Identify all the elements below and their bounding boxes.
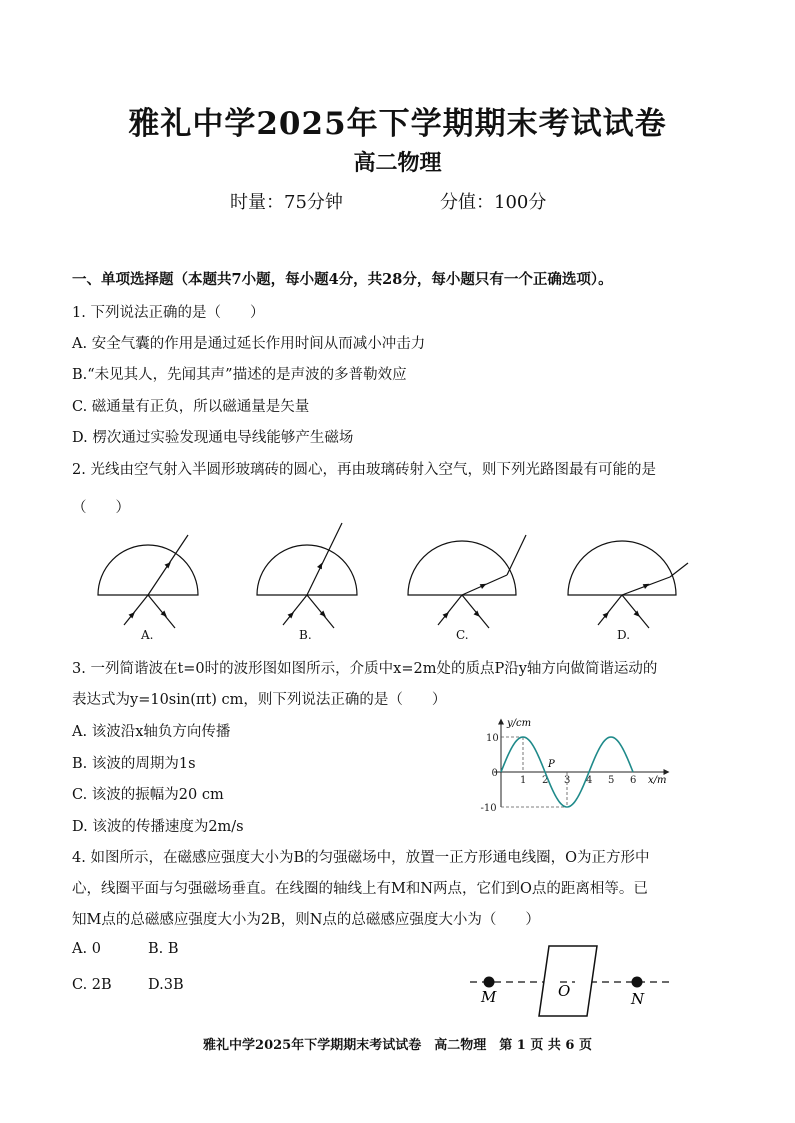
square-coil [539,946,597,1016]
point-n [632,977,643,988]
q4-option-b: B. B [148,941,179,957]
q2-stem: 2. 光线由空气射入半圆形玻璃砖的圆心，再由玻璃砖射入空气，则下列光路图最有可能的是 [72,462,656,478]
q3-stem-line1: 3. 一列简谐波在t=0时的波形图如图所示，介质中x=2m处的质点P沿y轴方向做简谐运动的 [72,661,658,677]
q1-option-a: A. 安全气囊的作用是通过延长作用时间从而减小冲击力 [72,336,426,352]
q4-stem-line3: 知M点的总磁感应强度大小为2B，则N点的总磁感应强度大小为（ ） [72,912,540,928]
q1-stem: 1. 下列说法正确的是（ ） [72,305,265,321]
q1-option-c: C. 磁通量有正负，所以磁通量是矢量 [72,399,310,415]
q2-figure-b [257,523,357,628]
q1-option-d: D. 楞次通过实验发现通电导线能够产生磁场 [72,430,354,446]
q4-stem-line1: 4. 如图所示，在磁感应强度大小为B的匀强磁场中，放置一正方形通电线圈，O为正方形中 [72,850,650,866]
exam-duration: 时量：75分钟 [230,192,343,213]
x-tick-label: 3 [564,775,571,786]
q2-paren: （ ） [72,500,130,516]
q3-option-b: B. 该波的周期为1s [72,756,196,772]
label-o: O [558,982,571,1000]
point-p-label: P [548,759,555,770]
section-heading: 一、单项选择题（本题共7小题，每小题4分，共28分，每小题只有一个正确选项）。 [72,271,613,288]
x-tick-label: 4 [586,775,593,786]
q3-option-c: C. 该波的振幅为20 cm [72,787,224,803]
label-m: M [481,988,497,1006]
q4-option-a: A. 0 [72,941,101,957]
q3-option-a: A. 该波沿x轴负方向传播 [72,724,231,740]
x-tick-label: 6 [630,775,637,786]
y-axis-label: y/cm [507,718,532,729]
q2-label-d: D. [617,628,631,642]
q2-figure-c [408,535,526,628]
y-tick-label: -10 [480,803,497,814]
q1-option-b: B.“未见其人，先闻其声”描述的是声波的多普勒效应 [72,367,407,383]
exam-score: 分值：100分 [440,192,547,213]
q3-option-d: D. 该波的传播速度为2m/s [72,819,244,835]
x-tick-label: 5 [608,775,615,786]
q4-coil-figure [465,938,675,1018]
q2-label-b: B. [299,628,312,642]
y-tick-label: 0 [491,768,498,779]
q4-option-c: C. 2B [72,977,112,993]
q2-label-a: A. [141,628,154,642]
page-footer: 雅礼中学2025年下学期期末考试试卷 高二物理 第 1 页 共 6 页 [203,1038,592,1053]
exam-title: 雅礼中学2025年下学期期末考试试卷 [128,106,667,142]
y-tick-label: 10 [486,733,499,744]
q2-figure-a [98,535,198,628]
x-axis-label: x/m [648,775,667,786]
q4-stem-line2: 心，线圈平面与匀强磁场垂直。在线圈的轴线上有M和N两点，它们到O点的距离相等。已 [72,881,648,897]
point-m [484,977,495,988]
q4-option-d: D.3B [148,977,184,993]
exam-subject: 高二物理 [353,150,442,176]
x-tick-label: 1 [520,775,527,786]
q2-label-c: C. [456,628,469,642]
x-tick-label: 2 [542,775,549,786]
q3-stem-line2: 表达式为y=10sin(πt) cm，则下列说法正确的是（ ） [72,692,447,708]
q3-wave-graph [476,712,676,816]
q2-figure-d [568,541,688,628]
label-n: N [631,990,645,1008]
